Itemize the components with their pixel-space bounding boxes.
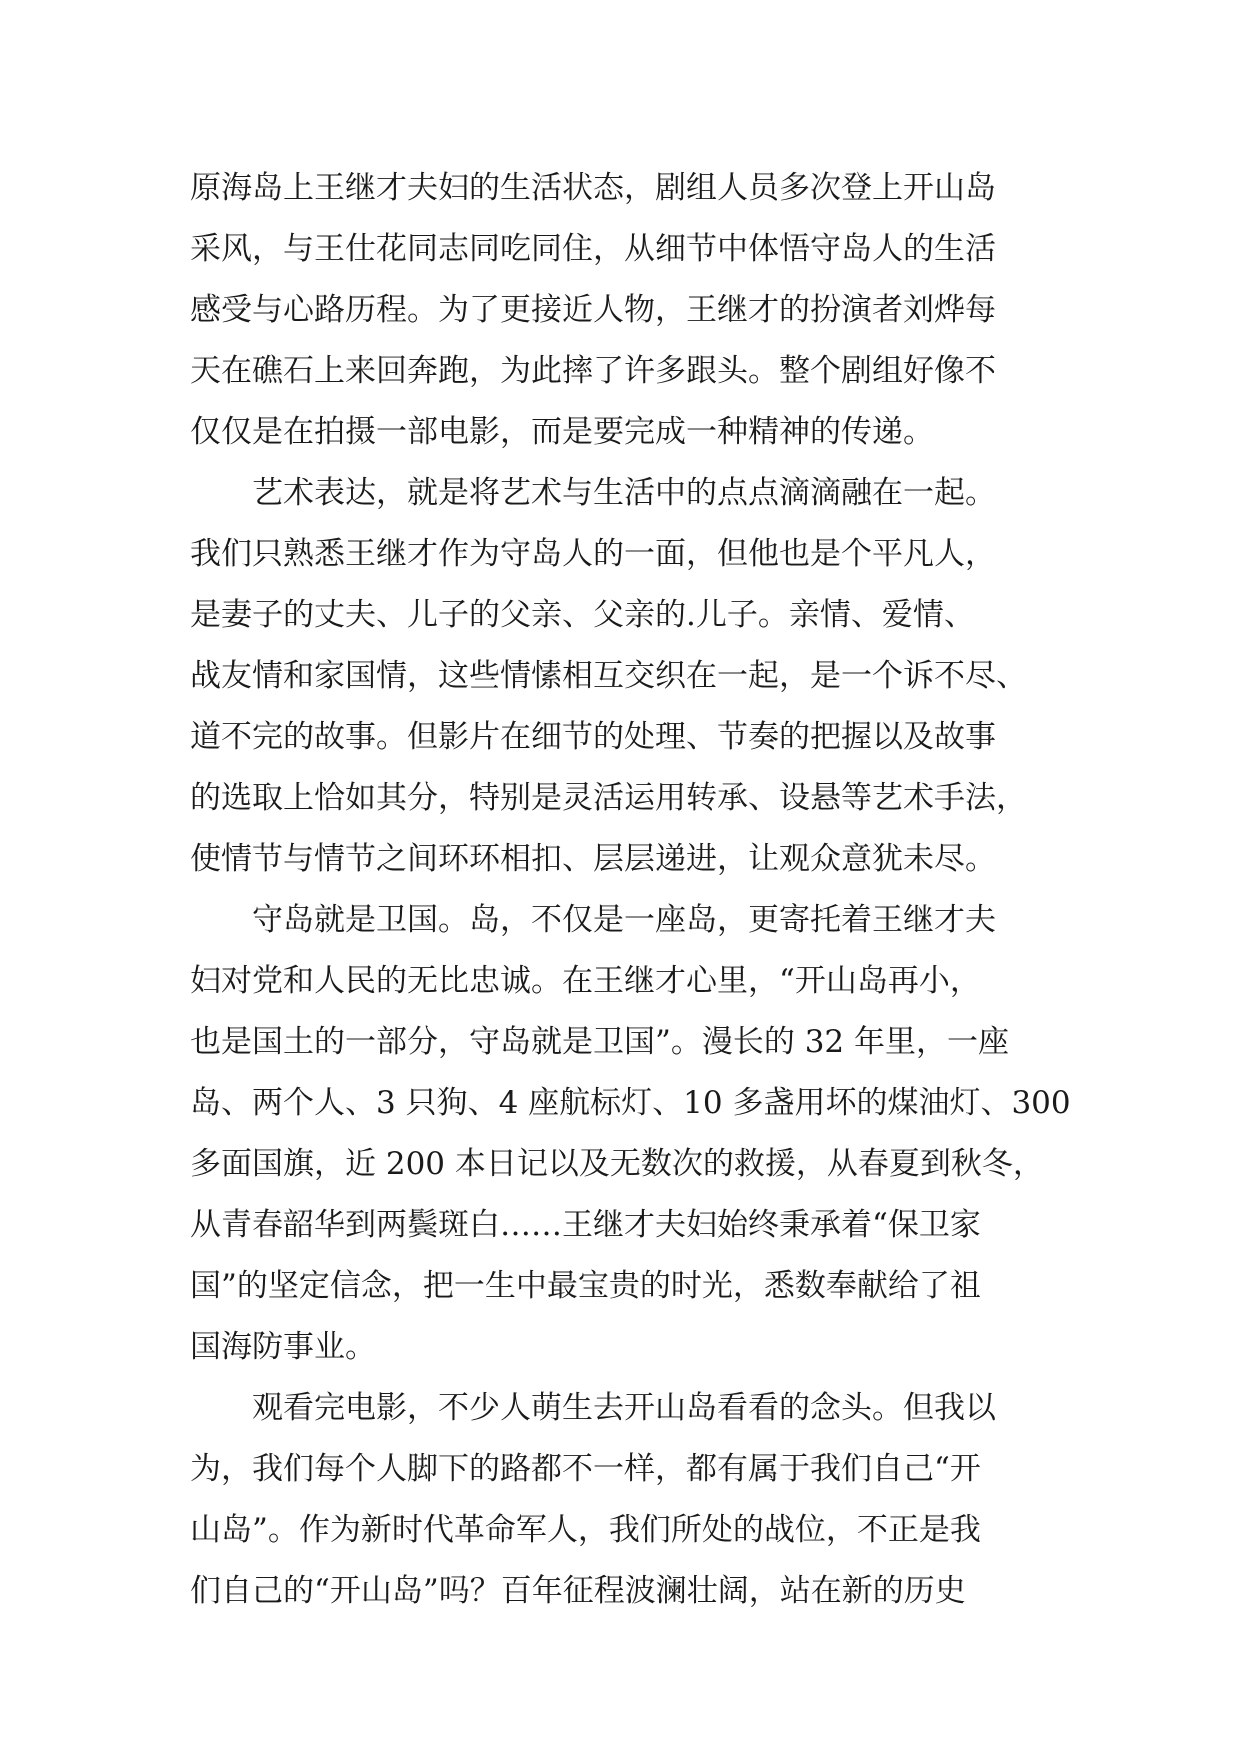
text-line: 国”的坚定信念，把一生中最宝贵的时光，悉数奉献给了祖 xyxy=(190,1268,981,1304)
paragraph-1 xyxy=(190,158,1060,463)
paragraph-4 xyxy=(190,1378,1060,1622)
text-line: 我们只熟悉王继才作为守岛人的一面，但他也是个平凡人， xyxy=(190,536,996,572)
text-line: 守岛就是卫国。岛，不仅是一座岛，更寄托着王继才夫 xyxy=(252,902,996,938)
paragraph-3 xyxy=(190,890,1071,1378)
text-line: 是妻子的丈夫、儿子的父亲、父亲的.儿子。亲情、爱情、 xyxy=(190,597,975,633)
text-line: 天在礁石上来回奔跑，为此摔了许多跟头。整个剧组好像不 xyxy=(190,353,996,389)
text-line: 道不完的故事。但影片在细节的处理、节奏的把握以及故事 xyxy=(190,719,996,755)
text-line: 仅仅是在拍摄一部电影，而是要完成一种精神的传递。 xyxy=(190,414,934,450)
text-line: 也是国土的一部分，守岛就是卫国”。漫长的 32 年里，一座 xyxy=(190,1024,1009,1060)
body-text xyxy=(190,158,1071,1622)
text-line: 从青春韶华到两鬓斑白……王继才夫妇始终秉承着“保卫家 xyxy=(190,1207,981,1243)
text-line: 观看完电影，不少人萌生去开山岛看看的念头。但我以 xyxy=(252,1390,996,1426)
text-line: 感受与心路历程。为了更接近人物，王继才的扮演者刘烨每 xyxy=(190,292,996,328)
text-line: 们自己的“开山岛”吗？百年征程波澜壮阔，站在新的历史 xyxy=(190,1573,966,1609)
text-line: 多面国旗，近 200 本日记以及无数次的救援，从春夏到秋冬， xyxy=(190,1146,1044,1182)
text-line: 山岛”。作为新时代革命军人，我们所处的战位，不正是我 xyxy=(190,1512,981,1548)
text-line: 的选取上恰如其分，特别是灵活运用转承、设悬等艺术手法， xyxy=(190,780,1027,816)
paragraph-2 xyxy=(190,463,1060,890)
text-line: 为，我们每个人脚下的路都不一样，都有属于我们自己“开 xyxy=(190,1451,981,1487)
text-line: 原海岛上王继才夫妇的生活状态，剧组人员多次登上开山岛 xyxy=(190,170,996,206)
text-line: 艺术表达，就是将艺术与生活中的点点滴滴融在一起。 xyxy=(252,475,996,511)
text-line: 战友情和家国情，这些情愫相互交织在一起，是一个诉不尽、 xyxy=(190,658,1027,694)
text-line: 国海防事业。 xyxy=(190,1329,376,1365)
text-line: 采风，与王仕花同志同吃同住，从细节中体悟守岛人的生活 xyxy=(190,231,996,267)
text-line: 使情节与情节之间环环相扣、层层递进，让观众意犹未尽。 xyxy=(190,841,996,877)
text-line: 岛、两个人、3 只狗、4 座航标灯、10 多盏用坏的煤油灯、300 xyxy=(190,1085,1071,1121)
text-line: 妇对党和人民的无比忠诚。在王继才心里，“开山岛再小， xyxy=(190,963,981,999)
